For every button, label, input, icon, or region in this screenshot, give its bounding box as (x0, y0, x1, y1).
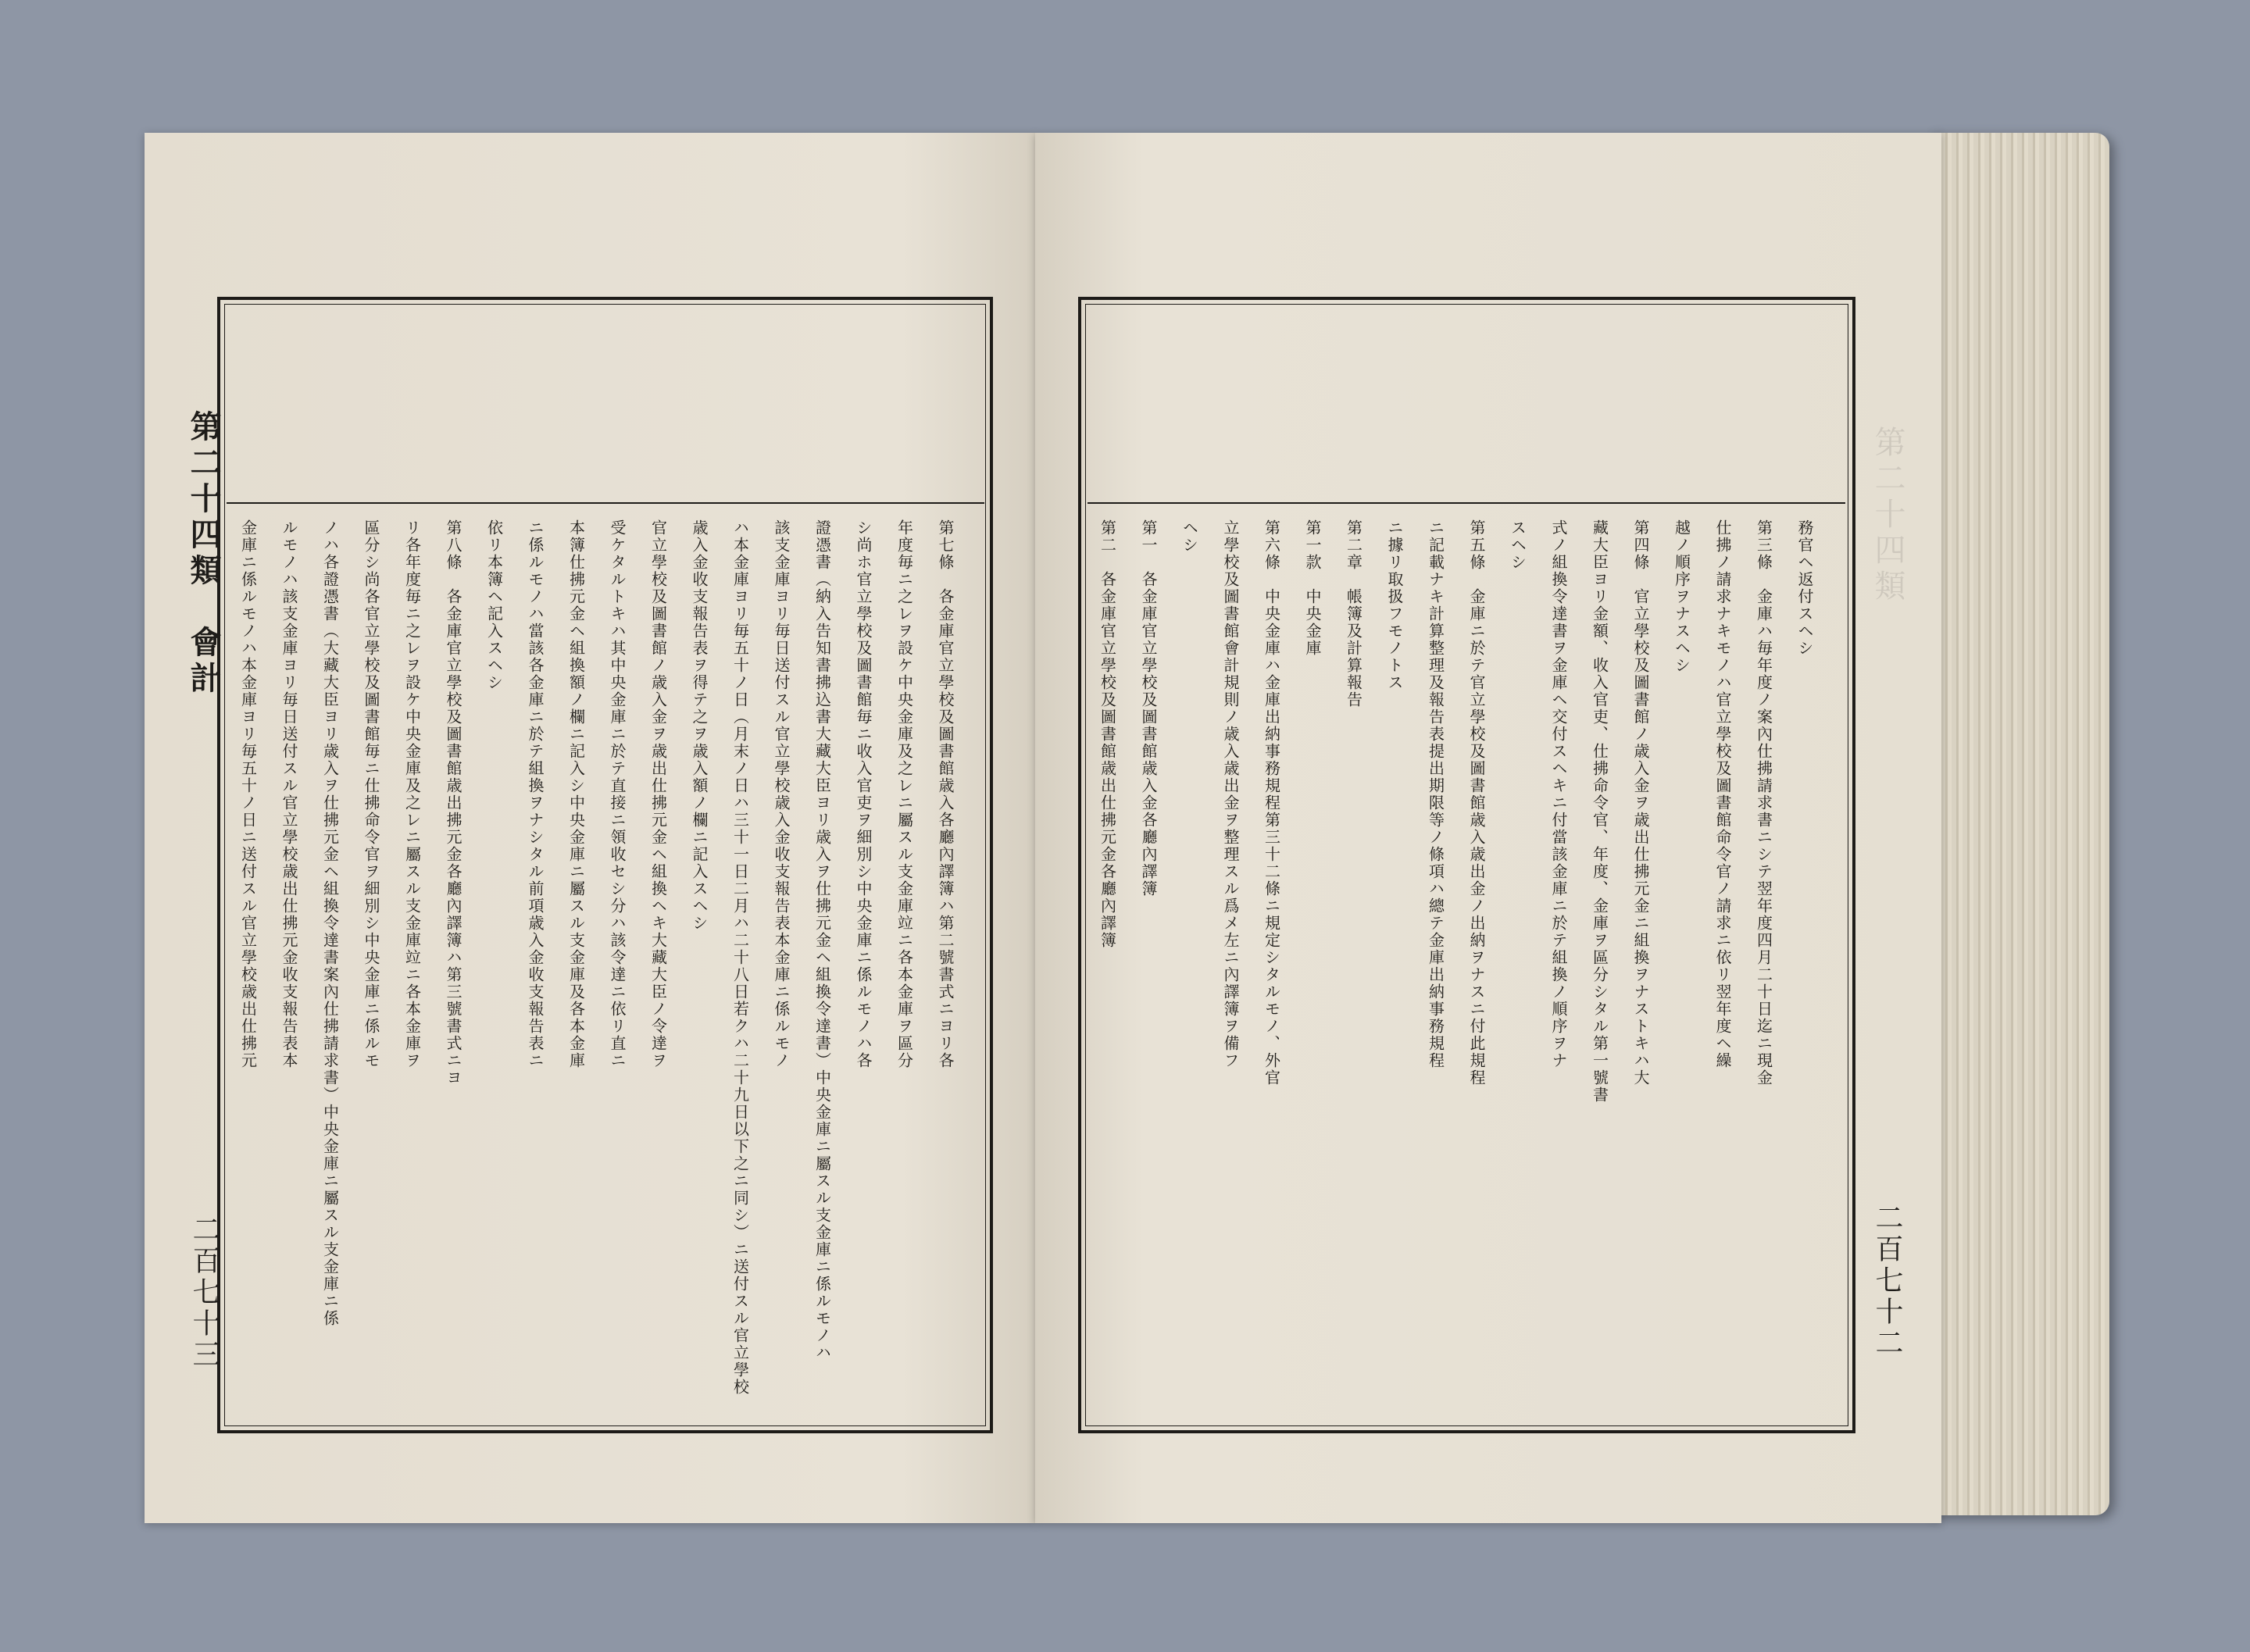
right-page-text-column: ヘシ (1180, 519, 1199, 554)
left-page-text-column: 該支金庫ヨリ毎日送付スル官立學校歳入金收支報告表本金庫ニ係ルモノ (772, 519, 791, 1069)
left-page-text-column: ノハ各證憑書（大藏大臣ヨリ歳入ヲ仕拂元金ヘ組換令達書案內仕拂請求書）中央金庫ニ屬スル支金庫ニ係 (320, 519, 340, 1327)
right-page-text-column: 第六條 中央金庫ハ金庫出納事務規程第三十二條ニ規定シタルモノ、外官 (1262, 519, 1281, 1086)
left-page-text-column: ハ本金庫ヨリ毎五十ノ日（月末ノ日ハ三十一日二月ハ二十八日若クハ二十九日以下之ニ同シ）ニ送付スル官立學校 (730, 519, 750, 1396)
left-page-text-column: 依リ本簿ヘ記入スヘシ (484, 519, 504, 691)
left-page-text-column: 本簿仕拂元金ヘ組換額ノ欄ニ記入シ中央金庫ニ屬スル支金庫及各本金庫 (566, 519, 586, 1069)
left-page-text-column: リ各年度毎ニ之レヲ設ケ中央金庫及之レニ屬スル支金庫竝ニ各本金庫ヲ (402, 519, 422, 1069)
right-page-text-column: 第二章 帳簿及計算報告 (1344, 519, 1363, 708)
left-page-text-column: 官立學校及圖書館ノ歳入金ヲ歳出仕拂元金ヘ組換ヘキ大藏大臣ノ令達ヲ (648, 519, 668, 1069)
left-page-number: 二百七十三 (188, 1215, 220, 1371)
left-page-text-column: 第八條 各金庫官立學校及圖書館歳出拂元金各廳內譯簿ハ第三號書式ニヨ (444, 519, 462, 1086)
left-page-text-column: 歳入金收支報告表ヲ得テ之ヲ歳入額ノ欄ニ記入スヘシ (690, 519, 709, 932)
left-page-text-column: 金庫ニ係ルモノハ本金庫ヨリ毎五十ノ日ニ送付スル官立學校歳出仕拂元 (238, 519, 258, 1069)
right-page-text-column: 藏大臣ヨリ金額、收入官吏、仕拂命令官、年度、金庫ヲ區分シタル第一號書 (1590, 519, 1609, 1104)
book-page-edges (1930, 133, 2109, 1515)
left-page-text-column: 證憑書（納入告知書拂込書大藏大臣ヨリ歳入ヲ仕拂元金ヘ組換令達書）中央金庫ニ屬スル支金庫ニ係ルモノハ (812, 519, 832, 1361)
right-page-text-column: 務官ヘ返付スヘシ (1795, 519, 1814, 657)
left-page-text-column: 第七條 各金庫官立學校及圖書館歳入各廳內譯簿ハ第二號書式ニヨリ各 (936, 519, 955, 1069)
right-page-text-column: 第四條 官立學校及圖書館ノ歳入金ヲ歳出仕拂元金ニ組換ヲナストキハ大 (1631, 519, 1650, 1086)
right-page-text-column: 越ノ順序ヲナスヘシ (1672, 519, 1691, 674)
right-page-text-column: 立學校及圖書館會計規則ノ歳入歳出金ヲ整理スル爲メ左ニ內譯簿ヲ備フ (1221, 519, 1240, 1069)
right-page-text-column: 式ノ組換令達書ヲ金庫ヘ交付スヘキニ付當該金庫ニ於テ組換ノ順序ヲナ (1549, 519, 1568, 1069)
left-page-text-column: シ尚ホ官立學校及圖書館毎ニ收入官吏ヲ細別シ中央金庫ニ係ルモノハ各 (854, 519, 873, 1069)
right-page-text-column: 第一款 中央金庫 (1303, 519, 1322, 657)
left-running-header: 第二十四類 會計 (185, 410, 222, 698)
left-page-text-column: 年度毎ニ之レヲ設ケ中央金庫及之レニ屬スル支金庫竝ニ各本金庫ヲ區分 (895, 519, 914, 1069)
left-page-text-column: ルモノハ該支金庫ヨリ毎日送付スル官立學校歳出仕拂元金收支報告表本 (280, 519, 298, 1069)
right-header-rule (1088, 502, 1845, 504)
right-page-text-column: 仕拂ノ請求ナキモノハ官立學校及圖書館命令官ノ請求ニ依リ翌年度ヘ繰 (1713, 519, 1732, 1069)
left-page-text-column: ニ係ルモノハ當該各金庫ニ於テ組換ヲナシタル前項歳入金收支報告表ニ (526, 519, 545, 1069)
bleed-through-header: 第二十四類 (1870, 426, 1905, 605)
right-page-text-column: 第三條 金庫ハ毎年度ノ案內仕拂請求書ニシテ翌年度四月二十日迄ニ現金 (1754, 519, 1773, 1086)
right-page-number: 二百七十二 (1871, 1203, 1903, 1359)
right-page-text-column: 第五條 金庫ニ於テ官立學校及圖書館歳入歳出金ノ出納ヲナスニ付此規程 (1467, 519, 1486, 1086)
right-page-text-column: スヘシ (1508, 519, 1527, 571)
right-page-text-column: ニ據リ取扱フモノトス (1385, 519, 1404, 691)
left-page-text-column: 區分シ尚各官立學校及圖書館毎ニ仕拂命令官ヲ細別シ中央金庫ニ係ルモ (362, 519, 380, 1069)
right-page-text-column: 第一 各金庫官立學校及圖書館歳入金各廳內譯簿 (1139, 519, 1158, 897)
right-page-text-column: ニ記載ナキ計算整理及報告表提出期限等ノ條項ハ總テ金庫出納事務規程 (1426, 519, 1445, 1069)
left-header-rule (227, 502, 984, 504)
left-page-text-column: 受ケタルトキハ其中央金庫ニ於テ直接ニ領收セシ分ハ該令達ニ依リ直ニ (608, 519, 627, 1069)
right-page-text-column: 第二 各金庫官立學校及圖書館歳出仕拂元金各廳內譯簿 (1098, 519, 1117, 949)
